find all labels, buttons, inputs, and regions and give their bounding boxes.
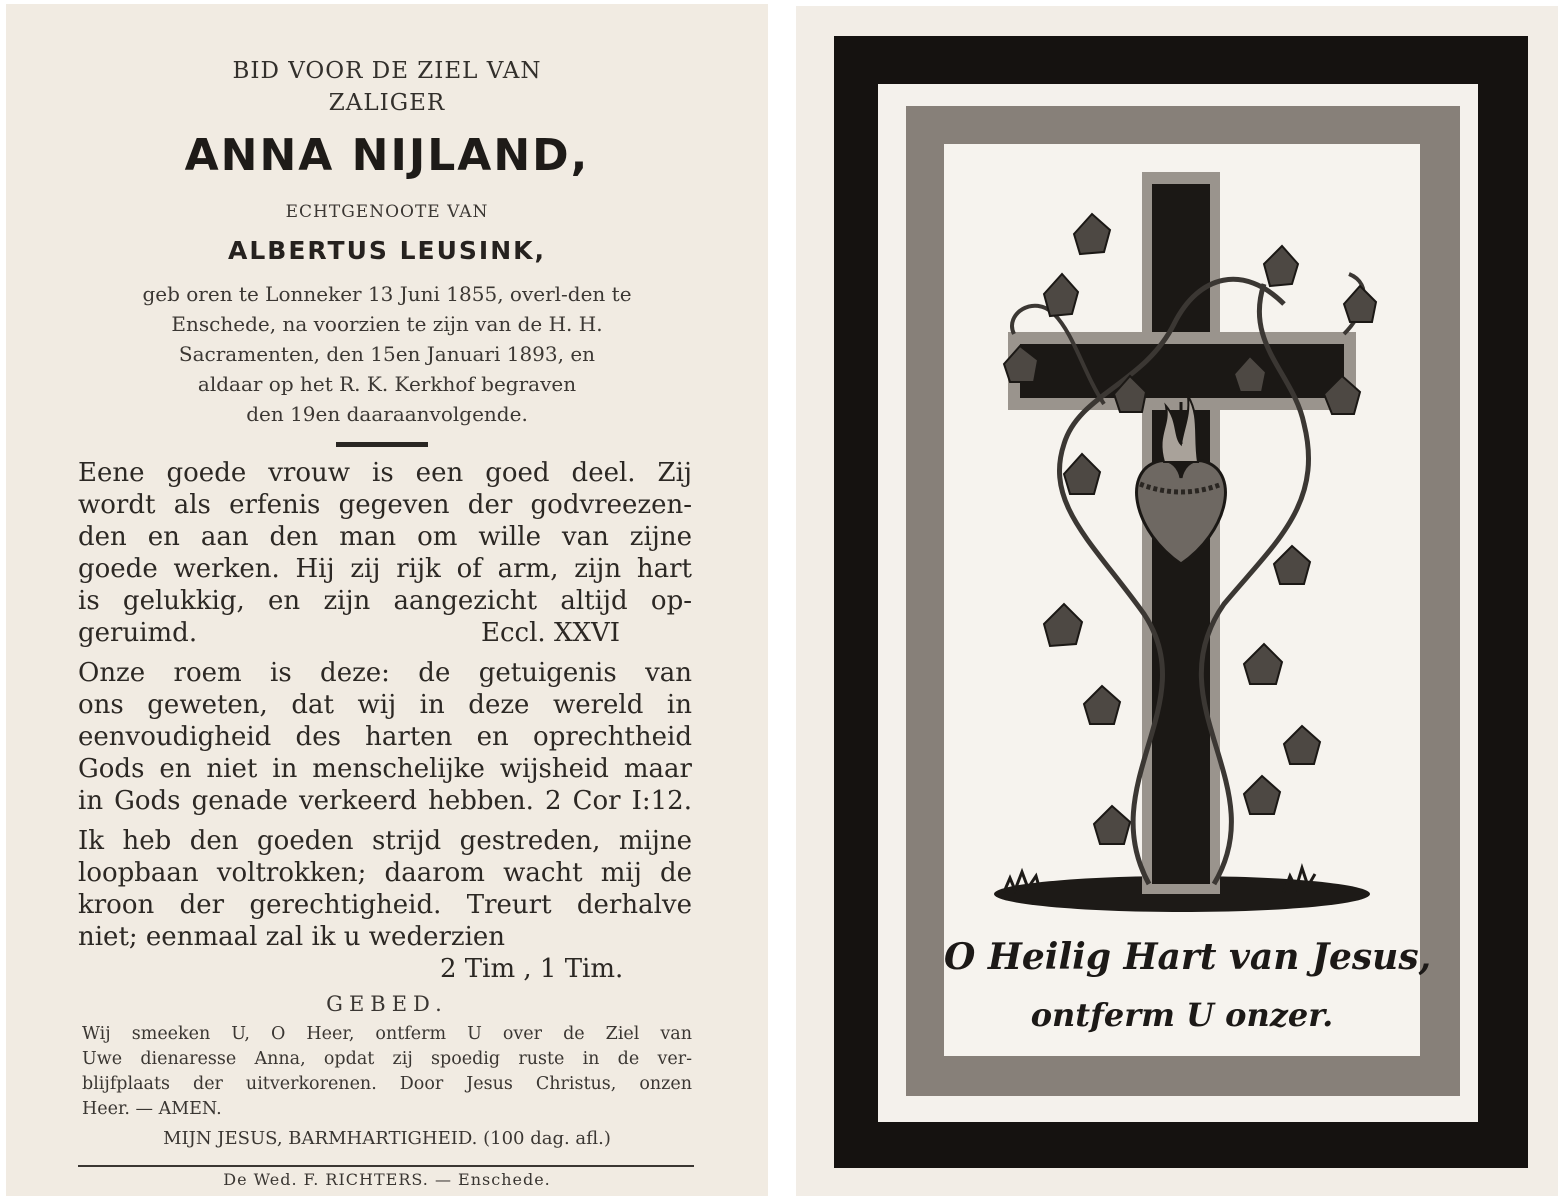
verse-line: niet; eenmaal zal ik u wederzien [78,922,506,952]
verse-line: kroon der gerechtigheid. Treurt derhalve [78,890,692,920]
bio-line: geb oren te Lonneker 13 Juni 1855, overl-den te [142,282,632,306]
printer-imprint: De Wed. F. RICHTERS. — Enschede. [223,1170,551,1189]
divider-rule [336,442,428,447]
verse-line: loopbaan voltrokken; daarom wacht mij de [78,858,692,888]
spouse-name: ALBERTUS LEUSINK, [227,236,546,265]
bio-line: Enschede, na voorzien te zijn van de H. H. [171,312,603,336]
caption-line-1: O Heilig Hart van Jesus, [944,936,1432,978]
invocation-line: MIJN JESUS, BARMHARTIGHEID. (100 dag. afl.) [163,1128,611,1149]
prayer-line: blijfplaats der uitverkorenen. Door Jesus Christus, onzen [82,1074,692,1094]
verse-line: den en aan den man om wille van zijne [78,522,692,552]
bio-line: den 19en daaraanvolgende. [246,402,528,426]
verse-line: ons geweten, dat wij in deze wereld in [78,690,692,720]
verse-reference: 2 Tim , 1 Tim. [440,954,624,984]
prayer-line: Wij smeeken U, O Heer, ontferm U over de Ziel van [82,1024,692,1044]
bio-line: Sacramenten, den 15en Januari 1893, en [178,342,596,366]
prayer-line: Uwe dienaresse Anna, opdat zij spoedig ruste in de ver- [82,1049,692,1069]
prayer-title: GEBED. [326,992,448,1016]
deceased-name: ANNA NIJLAND, [184,130,590,181]
verse-line: eenvoudigheid des harten en oprechtheid [78,722,692,752]
verse-line: Ik heb den goeden strijd gestreden, mijne [78,826,692,856]
caption-line-2: ontferm U onzer. [1030,996,1334,1034]
verse-line: Eene goede vrouw is een goed deel. Zij [78,458,692,488]
header-line-2: ZALIGER [328,90,446,116]
verse-line: Gods en niet in menschelijke wijsheid maar [78,754,692,784]
header-line-1: BID VOOR DE ZIEL VAN [232,58,542,84]
verse-line: Onze roem is deze: de getuigenis van [78,658,692,688]
spouse-label: ECHTGENOOTE VAN [285,202,489,222]
prayer-line: Heer. — AMEN. [82,1099,222,1119]
verse-line: in Gods genade verkeerd hebben. 2 Cor I:12. [78,786,692,816]
verse-line: wordt als erfenis gegeven der godvreezen- [78,490,692,520]
verse-line: goede werken. Hij zij rijk of arm, zijn hart [78,554,692,584]
memorial-card-image-side [796,6,1558,1196]
verse-line: geruimd. [78,618,198,648]
bottom-rule [78,1165,694,1167]
cross-sacred-heart-icon [944,144,1420,914]
verse-line: is gelukkig, en zijn aangezicht altijd op- [78,586,692,616]
memorial-card-text-side [6,4,768,1196]
bio-line: aldaar op het R. K. Kerkhof begraven [197,372,577,396]
verse-reference: Eccl. XXVI [481,618,621,648]
